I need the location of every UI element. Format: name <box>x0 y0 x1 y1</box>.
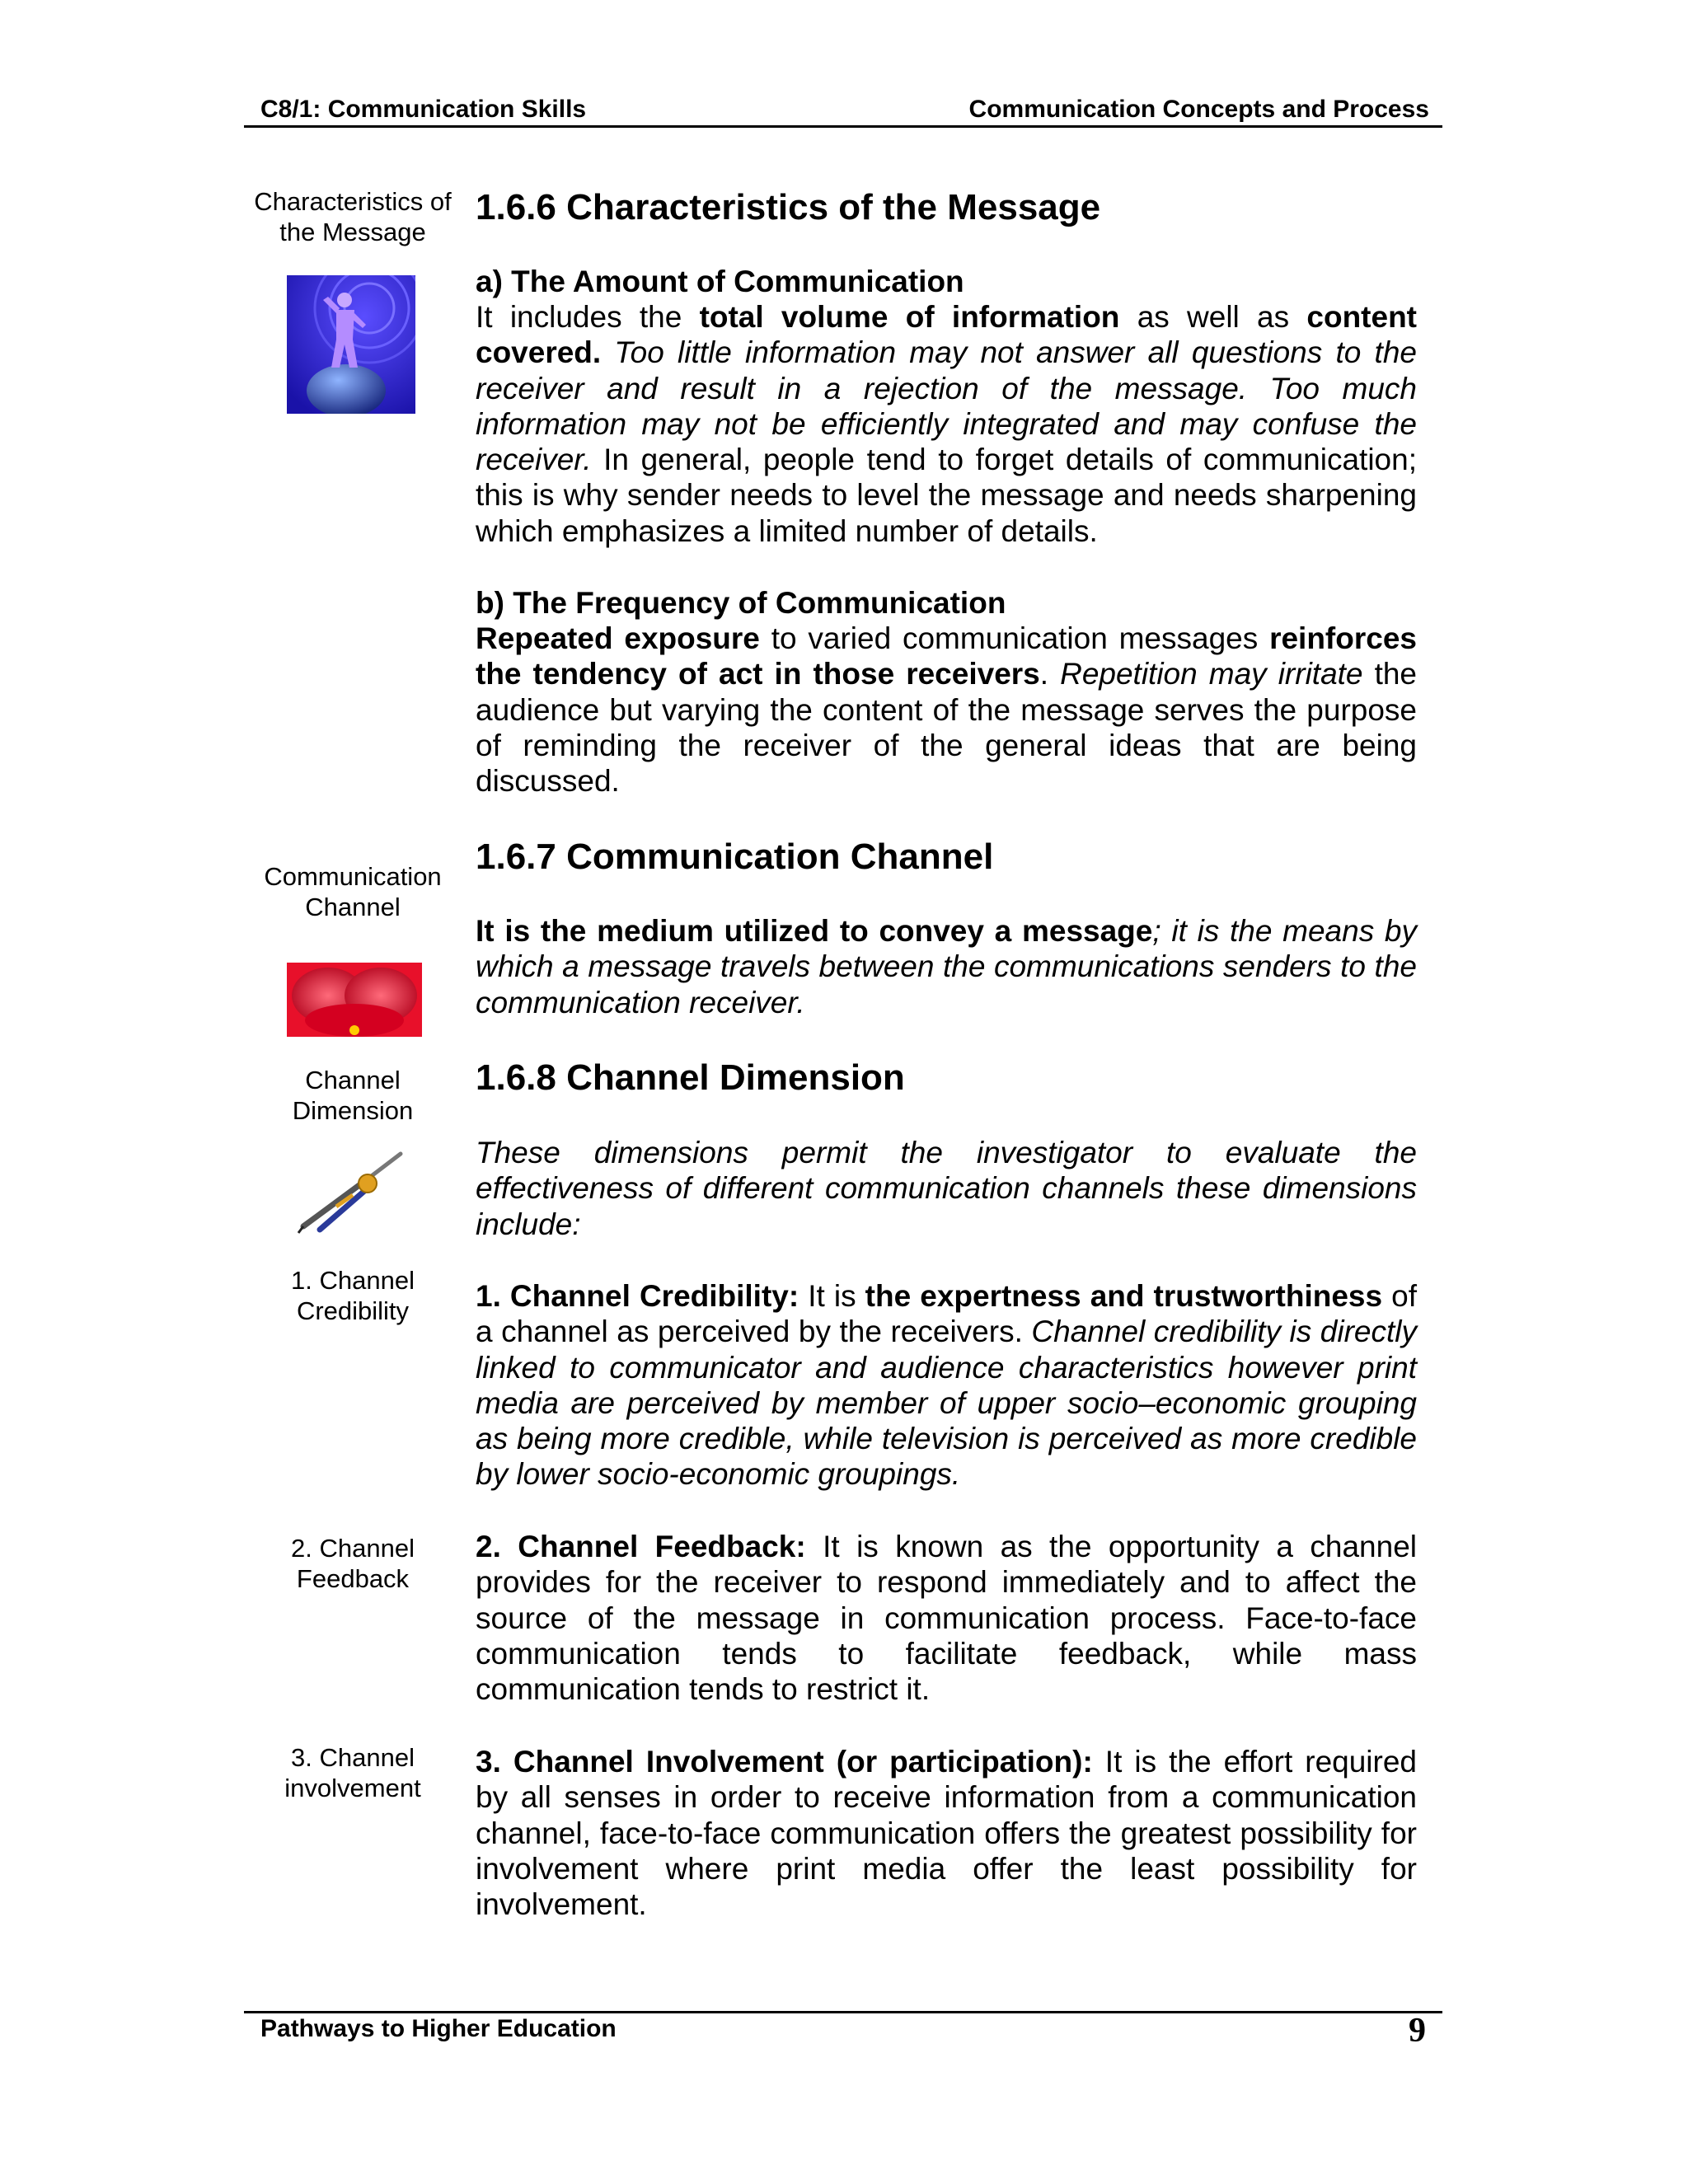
margin-note-feedback: 2. Channel Feedback <box>291 1534 415 1593</box>
paragraph-channel: It is the medium utilized to convey a message; it is the means by which a message travels between the communications senders to the communication receiver. <box>476 914 1417 1019</box>
paragraph-amount: It includes the total volume of information as well as content covered. Too little information may not answer all questions to the receiver and result in a rejection of the message. Too much information may not be efficiently integrated and may confuse the receiver. In general, people tend to forget details of communication; this is why sender needs to level the message and needs sharpening which emphasizes a limited number of details. <box>476 300 1418 548</box>
margin-note-credibility: 1. Channel Credibility <box>291 1266 415 1325</box>
margin-note-characteristics: Characteristics of the Message <box>254 187 452 246</box>
paragraph-frequency: Repeated exposure to varied communication messages reinforces the tendency of act in those receivers. Repetition may irritate the audience but varying the content of the message serves the purpose of reminding the receiver of the general ideas that are being discussed. <box>476 621 1418 799</box>
margin-note-involvement: 3. Channel involvement <box>284 1743 421 1802</box>
section-heading-1-6-8: 1.6.8 Channel Dimension <box>476 1057 905 1098</box>
footer-title: Pathways to Higher Education <box>260 2015 617 2042</box>
footer-rule <box>244 2011 1442 2013</box>
header-course-title: C8/1: Communication Skills <box>260 96 587 123</box>
paragraph-credibility: 1. Channel Credibility: It is the expertness and trustworthiness of a channel as perceived by the receivers. Channel credibility is directly linked to communicator and audience characteristics however print media are perceived by member of upper socio–economic grouping as being more credible, while television is perceived as more credible by lower socio-economic groupings. <box>476 1279 1418 1492</box>
paragraph-feedback: 2. Channel Feedback: It is known as the opportunity a channel provides for the receiver to respond immediately and to affect the source of the message in communication process. Face-to-face communication tends to facilitate feedback, while mass communication tends to restrict it. <box>476 1530 1417 1707</box>
paragraph-dimension-intro: These dimensions permit the investigator to evaluate the effectiveness of different communication channels these dimensions include: <box>476 1136 1417 1241</box>
section-heading-1-6-7: 1.6.7 Communication Channel <box>476 837 994 877</box>
person-on-globe-icon <box>287 275 415 418</box>
subheading-frequency: b) The Frequency of Communication <box>476 586 1006 620</box>
paragraph-involvement: 3. Channel Involvement (or participation): It is the effort required by all senses in order to receive information from a communication channel, face-to-face communication offers the greatest possibility for involvement where print media offer the least possibility for involvement. <box>476 1745 1418 1922</box>
page-number: 9 <box>1409 2012 1426 2050</box>
section-heading-1-6-6: 1.6.6 Characteristics of the Message <box>476 187 1101 227</box>
margin-note-channel: Communication Channel <box>264 862 442 921</box>
red-flower-icon <box>287 963 422 1041</box>
subheading-amount: a) The Amount of Communication <box>476 265 964 298</box>
margin-note-dimension: Channel Dimension <box>292 1066 414 1125</box>
header-chapter-title: Communication Concepts and Process <box>968 96 1429 123</box>
compass-icon <box>287 1147 415 1242</box>
header-rule <box>244 125 1442 128</box>
